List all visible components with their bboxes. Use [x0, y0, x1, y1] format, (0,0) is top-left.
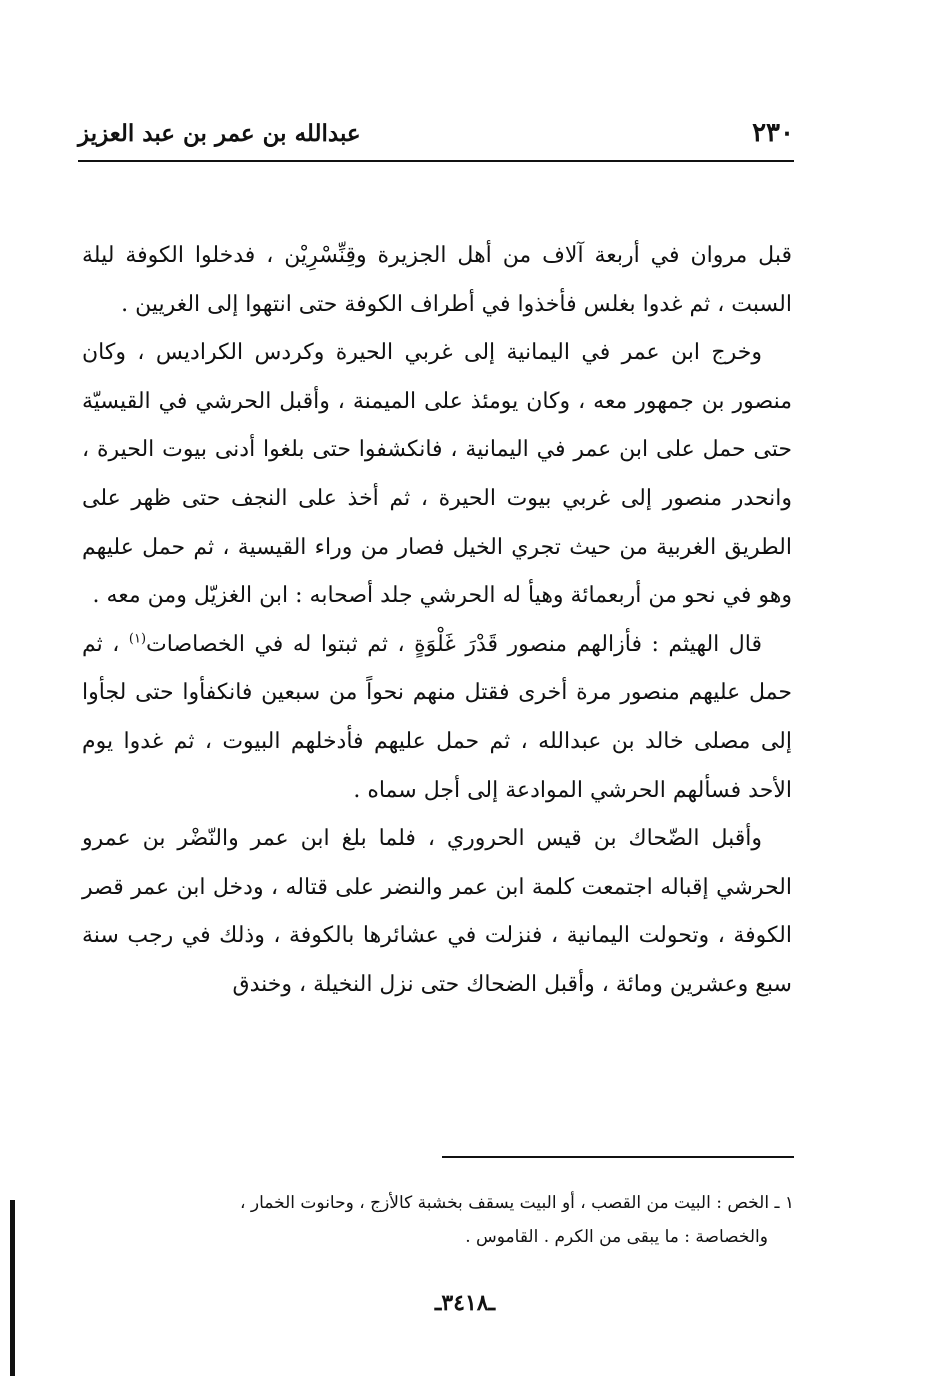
main-text: [82, 232, 792, 1010]
paragraph-3: [82, 621, 792, 815]
footnote-line-2: والخصاصة : ما يبقى من الكرم . القاموس .: [465, 1227, 768, 1247]
paragraph-1: قبل مروان في أربعة آلاف من أهل الجزيرة وقِنِّسْرِيْن ، فدخلوا الكوفة ليلة السبت ، ثم غدوا بغلس فأخذوا في أطراف الكوفة حتى انتهوا إلى الغريين .: [82, 243, 792, 317]
volume-page-number: ـ٣٤١٨ـ: [434, 1290, 496, 1316]
footnote-line-1: ١ ـ الخص : البيت من القصب ، أو البيت يسقف بخشبة كالأزج ، وحانوت الخمار ،: [240, 1193, 794, 1213]
footnote-reference[interactable]: (١): [128, 631, 147, 647]
running-title: عبدالله بن عمر بن عبد العزيز: [78, 120, 361, 147]
paragraph-3-start: قال الهيثم : فأزالهم منصور قَدْرَ غَلْوَةٍ ، ثم ثبتوا له في الخصاصات: [146, 631, 762, 657]
paragraph-3-end: ، ثم حمل عليهم منصور مرة أخرى فقتل منهم نحواً من سبعين فانكفأوا حتى لجأوا إلى مصلى خالد بن عبدالله ، ثم حمل عليهم فأدخلهم البيوت ، ثم غدوا يوم الأحد فسألهم الحرشي الموادعة إلى أجل سماه .: [82, 631, 792, 803]
scan-edge-shadow: [10, 1200, 15, 1376]
running-header: [78, 116, 794, 160]
header-divider: [78, 160, 794, 162]
footnote: [82, 1186, 794, 1254]
paragraph-2: وخرج ابن عمر في اليمانية إلى غربي الحيرة وكردس الكراديس ، وكان منصور بن جمهور معه ، وكان يومئذ على الميمنة ، وأقبل الحرشي في القيسيّة حتى حمل على ابن عمر في اليمانية ، فانكشفوا حتى بلغوا أدنى بيوت الحيرة ، وانحدر منصور إلى غربي بيوت الحيرة ، ثم أخذ على النجف حتى ظهر على الطريق الغربية من حيث تجري الخيل فصار من وراء القيسية ، ثم حمل عليهم وهو في نحو من أربعمائة وهيأ له الحرشي جلد أصحابه : ابن الغزيّل ومن معه .: [82, 340, 792, 609]
footnote-divider: [442, 1156, 794, 1158]
page-number: ٢٣٠: [752, 118, 794, 148]
paragraph-4: وأقبل الضّحاك بن قيس الحروري ، فلما بلغ ابن عمر والنّضْر بن عمرو الحرشي إقباله اجتمعت كلمة ابن عمر والنضر على قتاله ، ودخل ابن عمر قصر الكوفة ، وتحولت اليمانية ، فنزلت في عشائرها بالكوفة ، وذلك في رجب سنة سبع وعشرين ومائة ، وأقبل الضحاك حتى نزل النخيلة ، وخندق: [82, 826, 792, 997]
